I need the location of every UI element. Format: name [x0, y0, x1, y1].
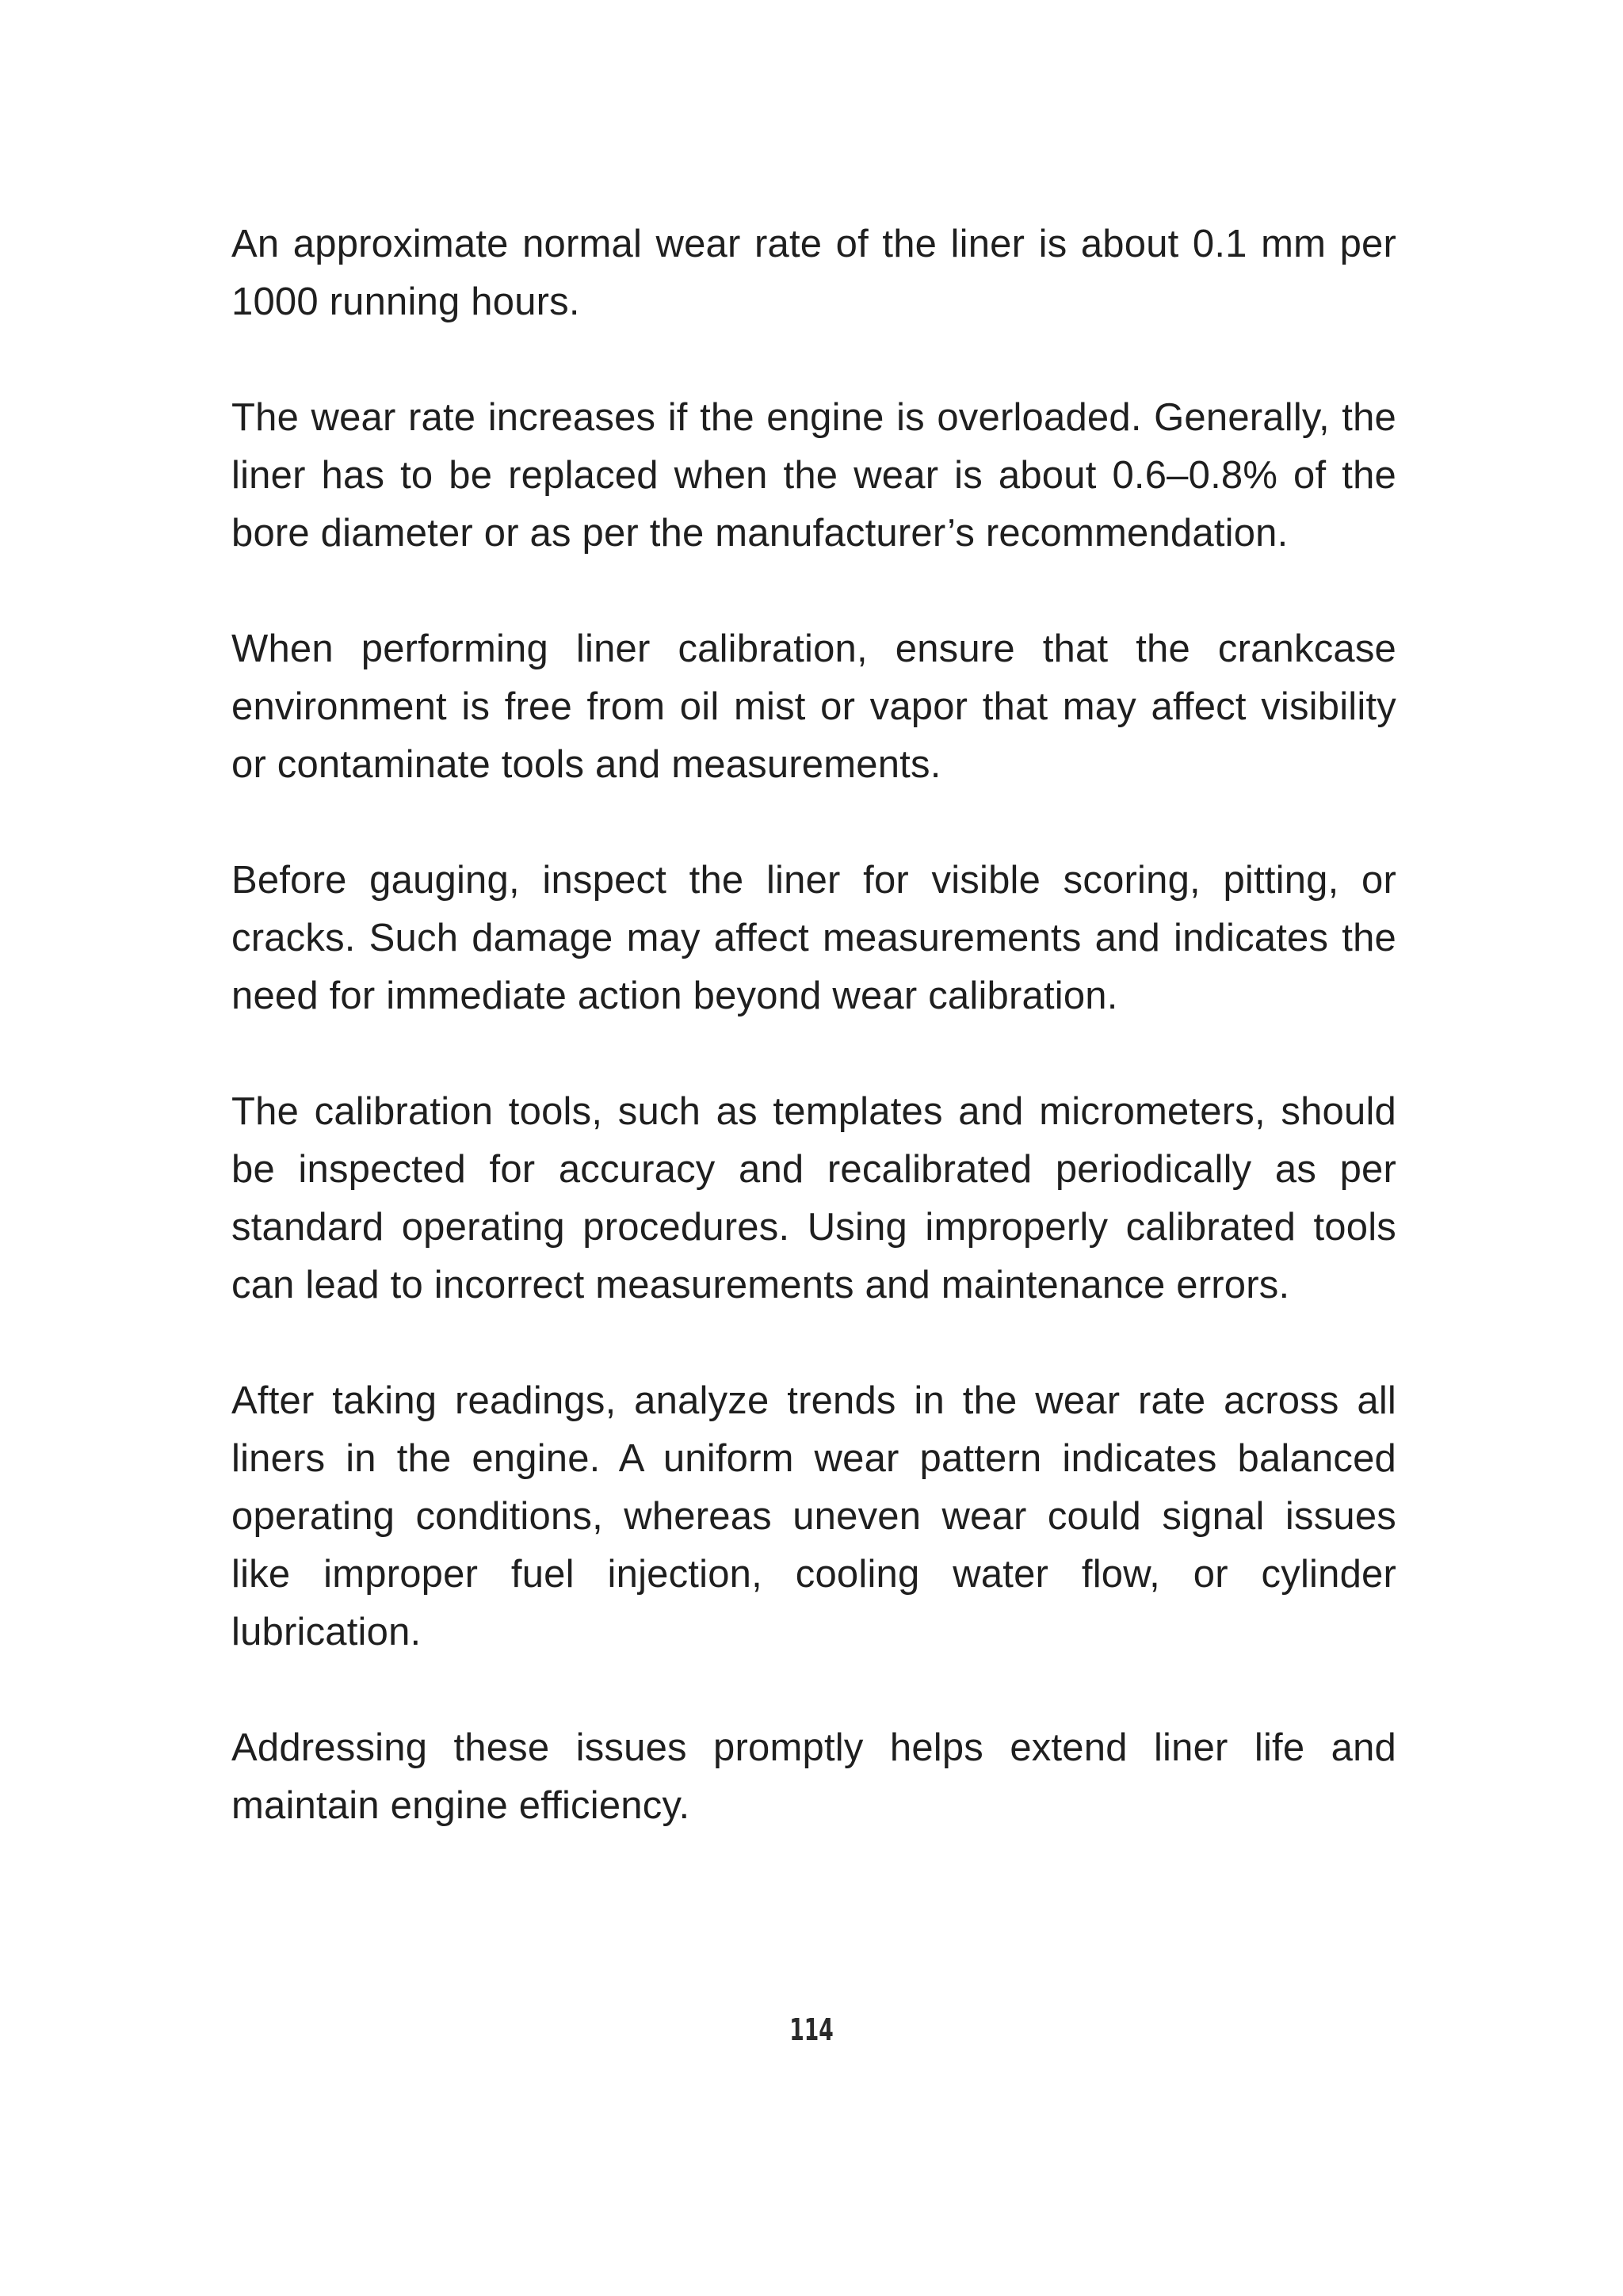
paragraph-wear-rate: An approximate normal wear rate of the liner is about 0.1 mm per 1000 running hours. [231, 223, 1396, 323]
paragraph-crankcase: When performing liner calibration, ensure that the crankcase environment is free from oil mist or vapor that may affect visibility or contaminate tools and measurements. [231, 627, 1396, 786]
body-text [231, 215, 1396, 1893]
page-number: 114 [789, 2012, 834, 2047]
paragraph-inspection: Before gauging, inspect the liner for visible scoring, pitting, or cracks. Such damage may affect measurements and indicates the need for immediate action beyond wear calibration. [231, 859, 1396, 1017]
paragraph-calibration-tools: The calibration tools, such as templates and micrometers, should be inspected for accuracy and recalibrated periodically as per standard operating procedures. Using improperly calibrated tools can lead to incorrect measurements and maintenance errors. [231, 1090, 1396, 1306]
paragraph-conclusion: Addressing these issues promptly helps extend liner life and maintain engine efficiency. [231, 1726, 1396, 1827]
paragraph-trend-analysis: After taking readings, analyze trends in the wear rate across all liners in the engine. A uniform wear pattern indicates balanced operating conditions, whereas uneven wear could signal issues like improper fuel injection, cooling water flow, or cylinder lubrication. [231, 1379, 1396, 1653]
paragraph-overload: The wear rate increases if the engine is overloaded. Generally, the liner has to be replaced when the wear is about 0.6–0.8% of the bore diameter or as per the manufacturer’s recommendation. [231, 396, 1396, 555]
